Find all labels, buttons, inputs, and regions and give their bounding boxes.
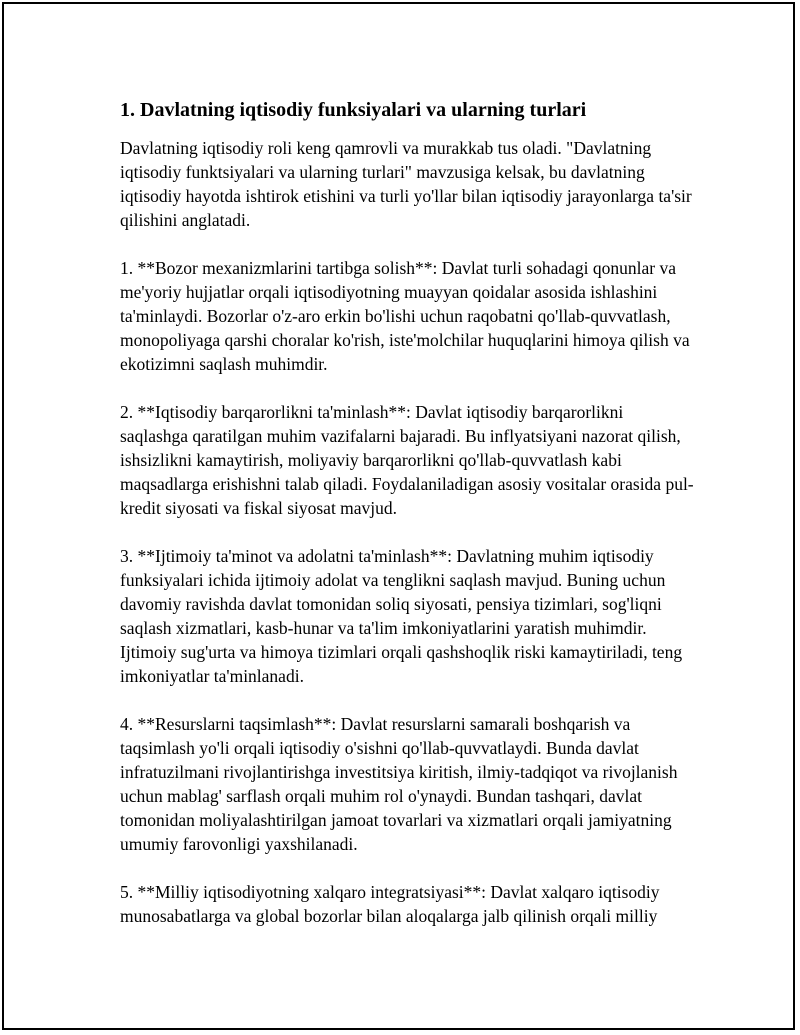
paragraph-market-regulation: 1. **Bozor mexanizmlarini tartibga solish**: Davlat turli sohadagi qonunlar va me'yoriy hujjatlar orqali iqtisodiyotning muayyan qoidalar asosida ishlashini ta'minlaydi. Bozorlar o'z-aro erkin bo'lishi uchun raqobatni qo'llab-quvvatlash, monopoliyaga qarshi choralar ko'rish, iste'molchilar huquqlarini himoya qilish va ekotizimni saqlash muhimdir. <box>120 258 690 374</box>
document-title: 1. Davlatning iqtisodiy funksiyalari va ularning turlari <box>120 99 587 121</box>
document-page <box>2 2 795 1030</box>
paragraph-international-integration: 5. **Milliy iqtisodiyotning xalqaro integratsiyasi**: Davlat xalqaro iqtisodiy munosabatlarga va global bozorlar bilan aloqalarga jalb qilinish orqali milliy <box>120 882 660 926</box>
intro-paragraph: Davlatning iqtisodiy roli keng qamrovli va murakkab tus oladi. "Davlatning iqtisodiy funktsiyalari va ularning turlari" mavzusiga kelsak, bu davlatning iqtisodiy hayotda ishtirok etishini va turli yo'llar bilan iqtisodiy jarayonlarga ta'sir qilishini anglatadi. <box>120 138 692 230</box>
paragraph-economic-stability: 2. **Iqtisodiy barqarorlikni ta'minlash**: Davlat iqtisodiy barqarorlikni saqlashga qaratilgan muhim vazifalarni bajaradi. Bu inflyatsiyani nazorat qilish, ishsizlikni kamaytirish, moliyaviy barqarorlikni qo'llab-quvvatlash kabi maqsadlarga erishishni talab qiladi. Foydalaniladigan asosiy vositalar orasida pul-kredit siyosati va fiskal siyosat mavjud. <box>120 402 694 518</box>
paragraph-social-welfare: 3. **Ijtimoiy ta'minot va adolatni ta'minlash**: Davlatning muhim iqtisodiy funksiyalari ichida ijtimoiy adolat va tenglikni saqlash mavjud. Buning uchun davomiy ravishda davlat tomonidan soliq siyosati, pensiya tizimlari, sog'liqni saqlash xizmatlari, kasb-hunar va ta'lim imkoniyatlarini yaratish muhimdir. Ijtimoiy sug'urta va himoya tizimlari orqali qashshoqlik riski kamaytiriladi, teng imkoniyatlar ta'minlanadi. <box>120 546 683 686</box>
document-body <box>120 96 695 952</box>
paragraph-resource-allocation: 4. **Resurslarni taqsimlash**: Davlat resurslarni samarali boshqarish va taqsimlash yo'li orqali iqtisodiy o'sishni qo'llab-quvvatlaydi. Bunda davlat infratuzilmani rivojlantirishga investitsiya kiritish, ilmiy-tadqiqot va rivojlanish uchun mablag' sarflash orqali muhim rol o'ynaydi. Bundan tashqari, davlat tomonidan moliyalashtirilgan jamoat tovarlari va xizmatlari orqali jamiyatning umumiy farovonligi yaxshilanadi. <box>120 714 678 854</box>
